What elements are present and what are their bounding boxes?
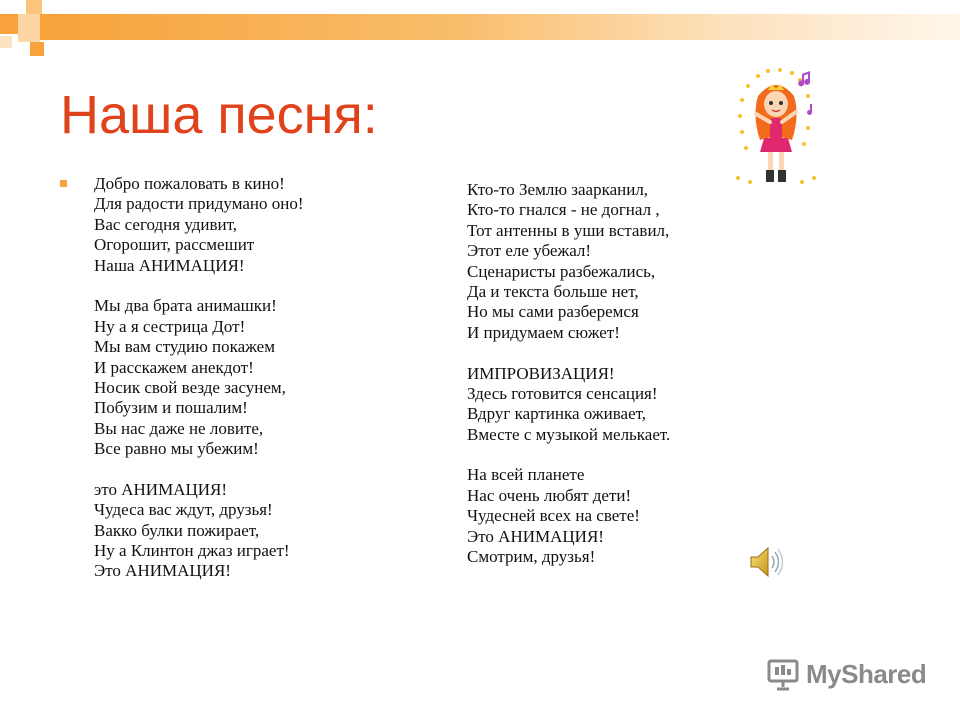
deco-square — [18, 14, 40, 42]
lyric-line: Огорошит, рассмешит — [94, 235, 255, 255]
watermark — [766, 654, 926, 694]
lyric-line: И придумаем сюжет! — [467, 322, 620, 342]
lyric-line: Все равно мы убежим! — [94, 439, 259, 459]
lyric-line: Тот антенны в уши вставил, — [467, 220, 670, 240]
lyric-line: Побузим и пошалим! — [94, 398, 248, 418]
slide-title: Наша песня: — [60, 85, 378, 145]
stanza-gap — [467, 343, 670, 363]
lyric-line: Вакко булки пожирает, — [94, 520, 260, 540]
lyric-line: Смотрим, друзья! — [467, 547, 596, 567]
deco-square — [0, 14, 18, 34]
lyric-line: Это АНИМАЦИЯ! — [94, 561, 231, 581]
lyric-line: Вместе с музыкой мелькает. — [467, 424, 671, 444]
lyric-line: Здесь готовится сенсация! — [467, 383, 658, 403]
lyric-line: Добро пожаловать в кино! — [94, 174, 285, 193]
lyrics-column-left — [94, 174, 304, 582]
deco-square — [30, 42, 44, 56]
dancing-girl-icon — [728, 66, 824, 190]
lyric-line: Наша АНИМАЦИЯ! — [94, 255, 245, 275]
lyric-line: Кто-то Землю заарканил, — [467, 180, 649, 199]
deco-square — [0, 36, 12, 48]
speaker-icon[interactable] — [749, 544, 783, 580]
lyric-line: Это АНИМАЦИЯ! — [467, 526, 604, 546]
stanza-gap — [94, 276, 304, 296]
stanza-gap — [467, 445, 670, 465]
lyric-line: Носик свой везде засунем, — [94, 377, 286, 397]
lyric-line: Ну а Клинтон джаз играет! — [94, 541, 290, 561]
lyric-line: И расскажем анекдот! — [94, 357, 254, 377]
lyric-line: Ну а я сестрица Дот! — [94, 316, 246, 336]
lyric-line: Этот еле убежал! — [467, 241, 592, 261]
lyric-line: Мы вам студию покажем — [94, 337, 275, 357]
lyric-line: Кто-то гнался - не догнал , — [467, 200, 660, 220]
lyrics-column-right — [467, 180, 670, 567]
deco-square — [26, 0, 42, 14]
bullet-marker — [60, 180, 67, 187]
lyric-line: Но мы сами разберемся — [467, 302, 639, 322]
lyric-line: Сценаристы разбежались, — [467, 261, 656, 281]
presentation-icon — [766, 657, 800, 691]
lyric-line: Вдруг картинка оживает, — [467, 404, 647, 424]
lyric-line: На всей планете — [467, 465, 585, 485]
lyric-line: это АНИМАЦИЯ! — [94, 479, 228, 499]
lyric-line: Вы нас даже не ловите, — [94, 418, 264, 438]
lyric-line: Чудесней всех на свете! — [467, 506, 640, 526]
watermark-text: MyShared — [806, 658, 927, 689]
lyric-line: Вас сегодня удивит, — [94, 214, 238, 234]
stanza-gap — [94, 459, 304, 479]
lyric-line: ИМПРОВИЗАЦИЯ! — [467, 363, 615, 383]
lyric-line: Нас очень любят дети! — [467, 485, 632, 505]
top-decorative-bar — [40, 14, 960, 40]
lyric-line: Чудеса вас ждут, друзья! — [94, 500, 273, 520]
lyric-line: Да и текста больше нет, — [467, 281, 639, 301]
lyric-line: Для радости придумано оно! — [94, 194, 304, 214]
lyric-line: Мы два брата анимашки! — [94, 296, 277, 316]
